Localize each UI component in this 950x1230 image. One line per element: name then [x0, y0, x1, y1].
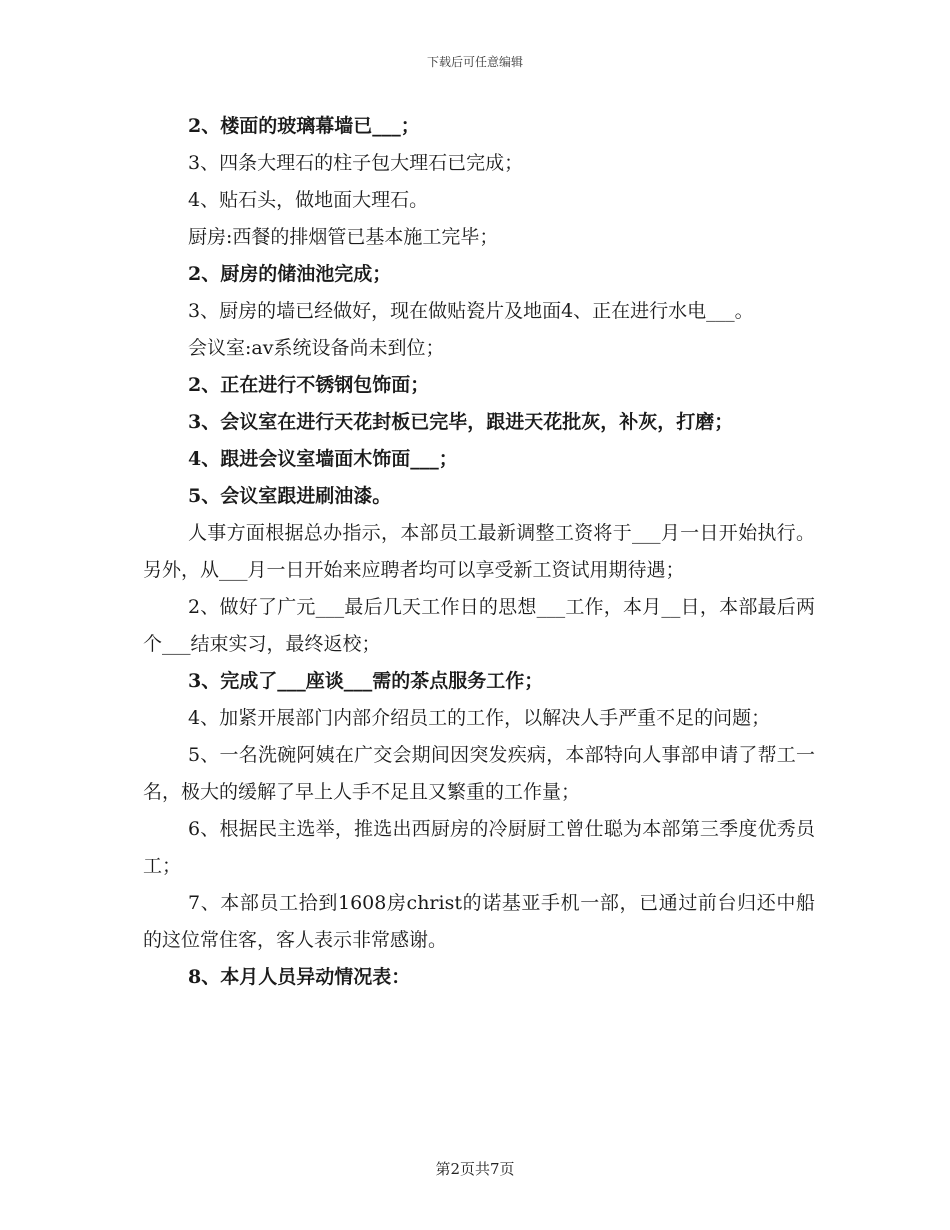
paragraph-hr-salary: 人事方面根据总办指示，本部员工最新调整工资将于___月一日开始执行。另外，从___月一日开始来应聘者均可以享受新工资试用期待遇；: [143, 522, 815, 581]
item-kitchen-walls: 3、厨房的墙已经做好，现在做贴瓷片及地面4、正在进行水电___。: [188, 300, 754, 322]
paragraph-tea-service: 3、完成了___座谈___需的茶点服务工作；: [188, 670, 544, 692]
item-marble-columns: 3、四条大理石的柱子包大理石已完成；: [188, 152, 524, 174]
item-painting: 5、会议室跟进刷油漆。: [188, 485, 392, 507]
item-floor-stone: 4、贴石头，做地面大理石。: [188, 189, 429, 211]
paragraph-intern-work: 2、做好了广元___最后几天工作日的思想___工作，本月__日，本部最后两个___结束实习，最终返校；: [143, 596, 815, 655]
section-kitchen: 厨房:西餐的排烟管已基本施工完毕；: [188, 226, 499, 248]
item-wood-veneer: 4、跟进会议室墙面木饰面___；: [188, 448, 458, 470]
item-ceiling: 3、会议室在进行天花封板已完毕，跟进天花批灰，补灰，打磨；: [188, 411, 734, 433]
paragraph-excellent-staff: 6、根据民主选举，推选出西厨房的冷厨厨工曾仕聪为本部第三季度优秀员工；: [143, 818, 815, 877]
page-header: 下载后可任意编辑: [426, 55, 523, 69]
section-meeting-room: 会议室:av系统设备尚未到位；: [188, 337, 445, 359]
paragraph-staff-changes: 8、本月人员异动情况表：: [188, 966, 411, 988]
item-oil-tank: 2、厨房的储油池完成；: [188, 263, 392, 285]
item-steel-cladding: 2、正在进行不锈钢包饰面；: [188, 374, 430, 396]
paragraph-recruitment: 4、加紧开展部门内部介绍员工的工作，以解决人手严重不足的问题；: [188, 707, 771, 729]
document-body: [143, 108, 815, 996]
item-curtain-wall: 2、楼面的玻璃幕墙已___；: [188, 115, 420, 137]
paragraph-helper: 5、一名洗碗阿姨在广交会期间因突发疾病，本部特向人事部申请了帮工一名，极大的缓解了早上人手不足且又繁重的工作量；: [143, 744, 815, 803]
page-footer: 第2页共7页: [435, 1160, 515, 1178]
paragraph-lost-phone: 7、本部员工拾到1608房christ的诺基亚手机一部，已通过前台归还中船的这位常住客，客人表示非常感谢。: [143, 892, 815, 951]
